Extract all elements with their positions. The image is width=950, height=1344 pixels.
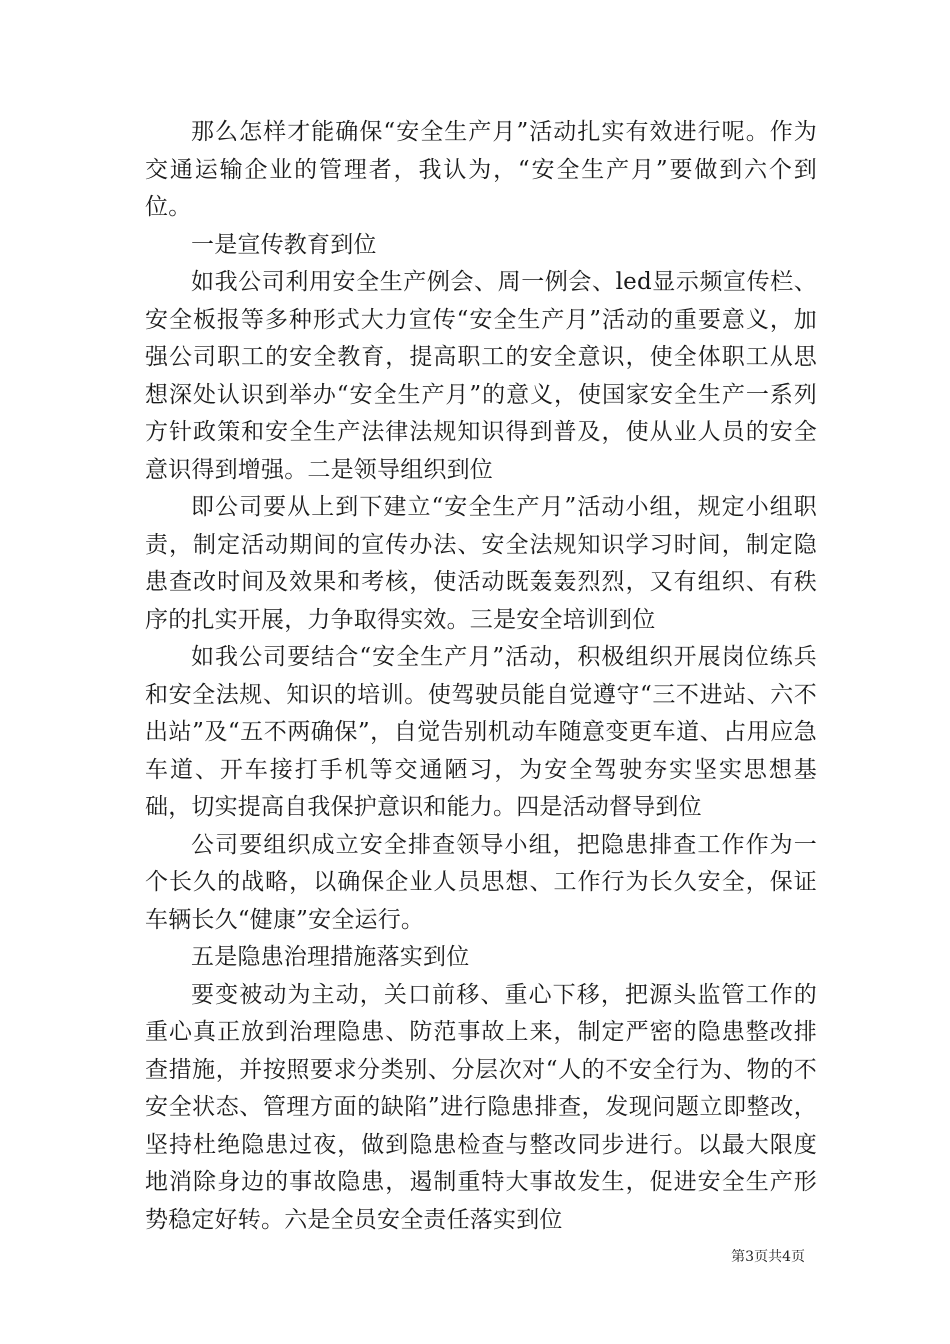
- heading-hazard-measures: 五是隐患治理措施落实到位: [191, 944, 470, 970]
- document-body: [145, 114, 817, 1239]
- paragraph-publicity-education: 如我公司利用安全生产例会、周一例会、led显示频宣传栏、安全板报等多种形式大力宣传“安全生产月”活动的重要意义，加强公司职工的安全教育，提高职工的安全意识，使全体职工从思想深处认识到举办“安全生产月”的意义，使国家安全生产一系列方针政策和安全生产法律法规知识得到普及，使从业人员的安全意识得到增强。二是领导组织到位: [145, 269, 817, 483]
- paragraph-safety-training: 如我公司要结合“安全生产月”活动，积极组织开展岗位练兵和安全法规、知识的培训。使驾驶员能自觉遵守“三不进站、六不出站”及“五不两确保”，自觉告别机动车随意变更车道、占用应急车道、开车接打手机等交通陋习，为安全驾驶夯实坚实思想基础，切实提高自我保护意识和能力。四是活动督导到位: [145, 644, 817, 820]
- page-number-footer: 第3页共4页: [731, 1249, 805, 1265]
- paragraph-hazard-measures: 要变被动为主动，关口前移、重心下移，把源头监管工作的重心真正放到治理隐患、防范事故上来，制定严密的隐患整改排查措施，并按照要求分类别、分层次对“人的不安全行为、物的不安全状态、管理方面的缺陷”进行隐患排查，发现问题立即整改，坚持杜绝隐患过夜，做到隐患检查与整改同步进行。以最大限度地消除身边的事故隐患，遏制重特大事故发生，促进安全生产形势稳定好转。六是全员安全责任落实到位: [145, 981, 817, 1233]
- heading-publicity-education: 一是宣传教育到位: [191, 231, 377, 258]
- paragraph-intro: 那么怎样才能确保“安全生产月”活动扎实有效进行呢。作为交通运输企业的管理者，我认为，“安全生产月”要做到六个到位。: [145, 119, 817, 220]
- paragraph-leadership-organization: 即公司要从上到下建立“安全生产月”活动小组，规定小组职责，制定活动期间的宣传办法、安全法规知识学习时间，制定隐患查改时间及效果和考核，使活动既轰轰烈烈，又有组织、有秩序的扎实开展，力争取得实效。三是安全培训到位: [145, 494, 817, 633]
- paragraph-activity-supervision: 公司要组织成立安全排查领导小组，把隐患排查工作作为一个长久的战略，以确保企业人员思想、工作行为长久安全，保证车辆长久“健康”安全运行。: [145, 831, 817, 933]
